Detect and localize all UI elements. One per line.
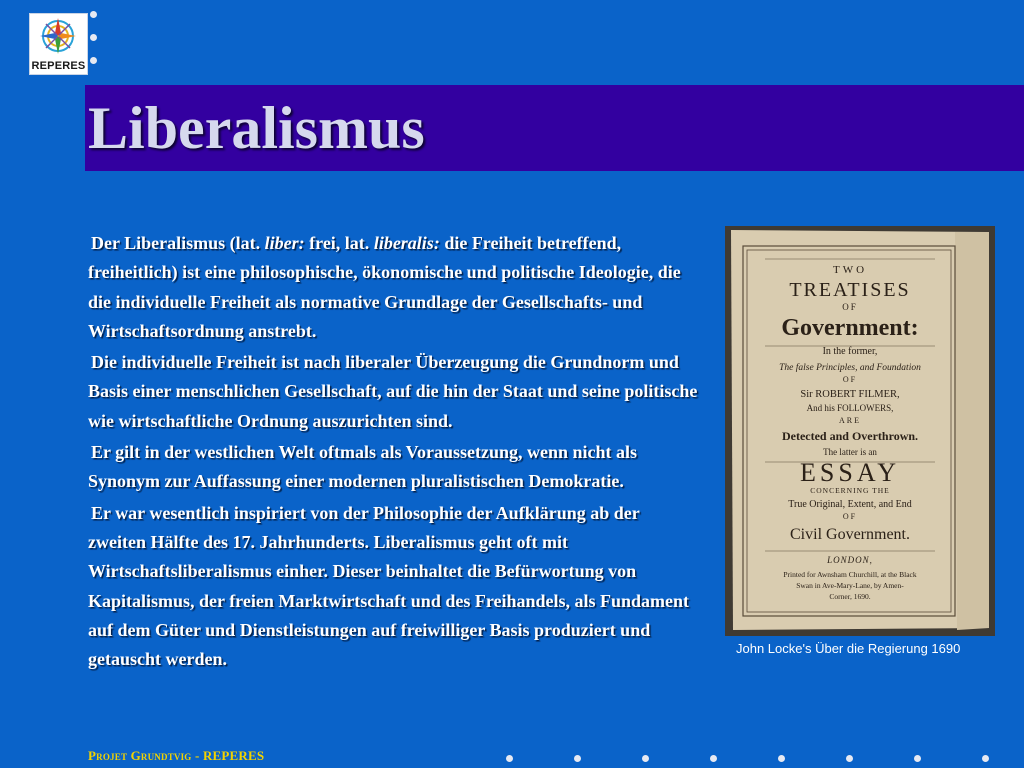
dot [914,755,921,762]
slide-title: Liberalismus [88,95,425,161]
book-line: ARE [839,416,861,425]
dot [90,11,97,18]
logo-text: REPERES [31,60,86,72]
dot [982,755,989,762]
book-line: The latter is an [823,447,877,457]
dot [778,755,785,762]
book-line: ESSAY [800,458,900,487]
book-line: Sir ROBERT FILMER, [800,389,900,400]
dot [846,755,853,762]
book-line: In the former, [822,346,878,357]
book-line: OF [842,302,858,312]
book-line: And his FOLLOWERS, [806,403,894,413]
dot [574,755,581,762]
book-line: Detected and Overthrown. [781,429,919,443]
book-line: Civil Government. [790,526,910,543]
dot [506,755,513,762]
book-line: The false Principles, and Foundation [779,363,921,373]
dot [642,755,649,762]
image-caption: John Locke's Über die Regierung 1690 [736,641,961,656]
footer-text: Projet Grundtvig - REPERES [88,748,265,763]
book-line: True Original, Extent, and End [788,499,912,510]
dot [90,34,97,41]
compass-logo-icon [30,14,87,58]
dot [90,57,97,64]
book-line: TWO [832,264,868,276]
decorative-dots-vertical [90,11,98,80]
book-line: Printed for Awnsham Churchill, at the Black [783,570,917,579]
dot [710,755,717,762]
paragraph-4: Er war wesentlich inspiriert von der Philosophie der Aufklärung ab der zweiten Hälfte des 17. Jahrhunderts. Liberalismus geht oft mit Wirtschaftsliberalismus einher. Dieser beinhaltet die Befürwortung von Kapitalismus, der freien Marktwirtschaft und des Freihandels, als Fundament auf dem Güter und Dienstleistungen auf freiwilliger Basis produziert und getauscht werden. [88,502,690,670]
decorative-dots-horizontal [506,755,1006,763]
body-text [88,229,698,674]
paragraph-3: Er gilt in der westlichen Welt oftmals als Voraussetzung, wenn nicht als Synonym zur Auffassung einer modernen pluralistischen Demokratie. [88,442,638,492]
paragraph-1: Der Liberalismus (lat. liber: frei, lat. liberalis: die Freiheit betreffend, freiheitlich) ist eine philosophische, ökonomische und politische Ideologie, die die individuelle Freiheit als normative Grundlage der Gesellschafts- und Wirtschaftsordnung anstrebt. [88,233,681,341]
book-line: OF [842,375,858,384]
book-line: Government: [781,315,919,341]
book-line: Corner, 1690. [829,592,871,601]
paragraph-2: Die individuelle Freiheit ist nach liberaler Überzeugung die Grundnorm und Basis einer menschlichen Gesellschaft, auf die hin der Staat und seine politische wie wirtschaftliche Ordnung auszurichten sind. [88,352,698,431]
book-line: CONCERNING THE [810,486,890,495]
reperes-logo [29,13,88,75]
book-line: LONDON, [827,555,873,565]
book-line: TREATISES [789,279,911,301]
book-title-page-image [725,226,995,636]
book-line: OF [842,512,858,521]
book-line: Swan in Ave-Mary-Lane, by Amen- [796,581,904,590]
